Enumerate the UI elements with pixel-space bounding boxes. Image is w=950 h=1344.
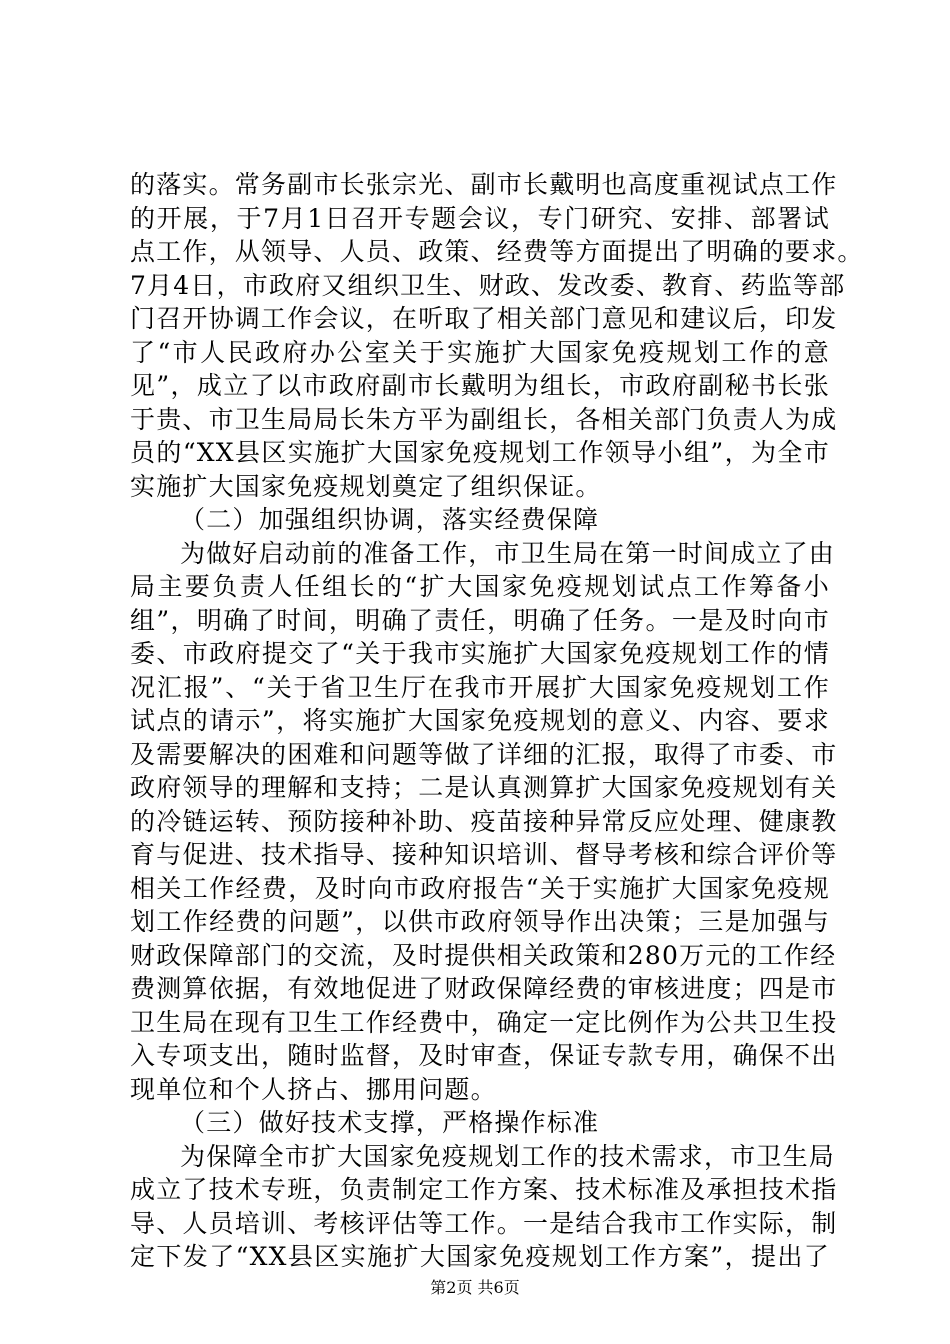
document-body bbox=[130, 168, 864, 1274]
body-line: 员的“XX县区实施扩大国家免疫规划工作领导小组”，为全市 bbox=[130, 438, 830, 467]
body-line: 为保障全市扩大国家免疫规划工作的技术需求，市卫生局 bbox=[180, 1141, 836, 1171]
body-line: 实施扩大国家免疫规划奠定了组织保证。 bbox=[130, 471, 602, 501]
body-line: 育与促进、技术指导、接种知识培训、督导考核和综合评价等 bbox=[130, 840, 838, 869]
body-line: 卫生局在现有卫生工作经费中，确定一定比例作为公共卫生投 bbox=[130, 1007, 838, 1037]
page-footer: 第2页 共6页 bbox=[430, 1278, 520, 1297]
section-heading: （三）做好技术支撑，严格操作标准 bbox=[180, 1108, 600, 1137]
body-line: 的开展，于7月1日召开专题会议，专门研究、安排、部署试 bbox=[130, 203, 830, 233]
body-line: 划工作经费的问题”，以供市政府领导作出决策；三是加强与 bbox=[130, 907, 830, 936]
body-line: 费测算依据，有效地促进了财政保障经费的审核进度；四是市 bbox=[130, 974, 838, 1003]
body-line: 委、市政府提交了“关于我市实施扩大国家免疫规划工作的情 bbox=[130, 639, 830, 668]
section-heading: （二）加强组织协调，落实经费保障 bbox=[180, 505, 600, 534]
body-line: 成立了技术专班，负责制定工作方案、技术标准及承担技术指 bbox=[130, 1175, 838, 1204]
body-line: 导、人员培训、考核评估等工作。一是结合我市工作实际，制 bbox=[130, 1208, 838, 1238]
body-line: 组”，明确了时间，明确了责任，明确了任务。一是及时向市 bbox=[130, 605, 830, 635]
body-line: 为做好启动前的准备工作，市卫生局在第一时间成立了由 bbox=[180, 538, 836, 568]
body-line: 门召开协调工作会议，在听取了相关部门意见和建议后，印发 bbox=[130, 304, 838, 333]
body-line: 入专项支出，随时监督，及时审查，保证专款专用，确保不出 bbox=[130, 1041, 838, 1070]
body-line: 了“市人民政府办公室关于实施扩大国家免疫规划工作的意 bbox=[130, 337, 830, 367]
body-line: 点工作，从领导、人员、政策、经费等方面提出了明确的要求。 bbox=[130, 237, 864, 266]
body-line: 现单位和个人挤占、挪用问题。 bbox=[130, 1074, 497, 1104]
body-line: 局主要负责人任组长的“扩大国家免疫规划试点工作筹备小 bbox=[130, 572, 830, 601]
body-line: 相关工作经费，及时向市政府报告“关于实施扩大国家免疫规 bbox=[130, 873, 830, 903]
body-line: 的冷链运转、预防接种补助、疫苗接种异常反应处理、健康教 bbox=[130, 806, 838, 836]
body-line: 于贵、市卫生局局长朱方平为副组长，各相关部门负责人为成 bbox=[130, 404, 838, 434]
body-line: 财政保障部门的交流，及时提供相关政策和280万元的工作经 bbox=[130, 940, 837, 970]
body-line: 7月4日，市政府又组织卫生、财政、发改委、教育、药监等部 bbox=[130, 270, 846, 300]
body-line: 政府领导的理解和支持；二是认真测算扩大国家免疫规划有关 bbox=[130, 773, 838, 802]
body-line: 及需要解决的困难和问题等做了详细的汇报，取得了市委、市 bbox=[130, 739, 838, 769]
body-line: 见”，成立了以市政府副市长戴明为组长，市政府副秘书长张 bbox=[130, 371, 830, 400]
body-line: 的落实。常务副市长张宗光、副市长戴明也高度重视试点工作 bbox=[130, 170, 838, 199]
body-line: 定下发了“XX县区实施扩大国家免疫规划工作方案”，提出了 bbox=[130, 1242, 830, 1271]
body-line: 况汇报”、“关于省卫生厅在我市开展扩大国家免疫规划工作 bbox=[130, 672, 830, 702]
body-line: 试点的请示”，将实施扩大国家免疫规划的意义、内容、要求 bbox=[130, 706, 830, 735]
